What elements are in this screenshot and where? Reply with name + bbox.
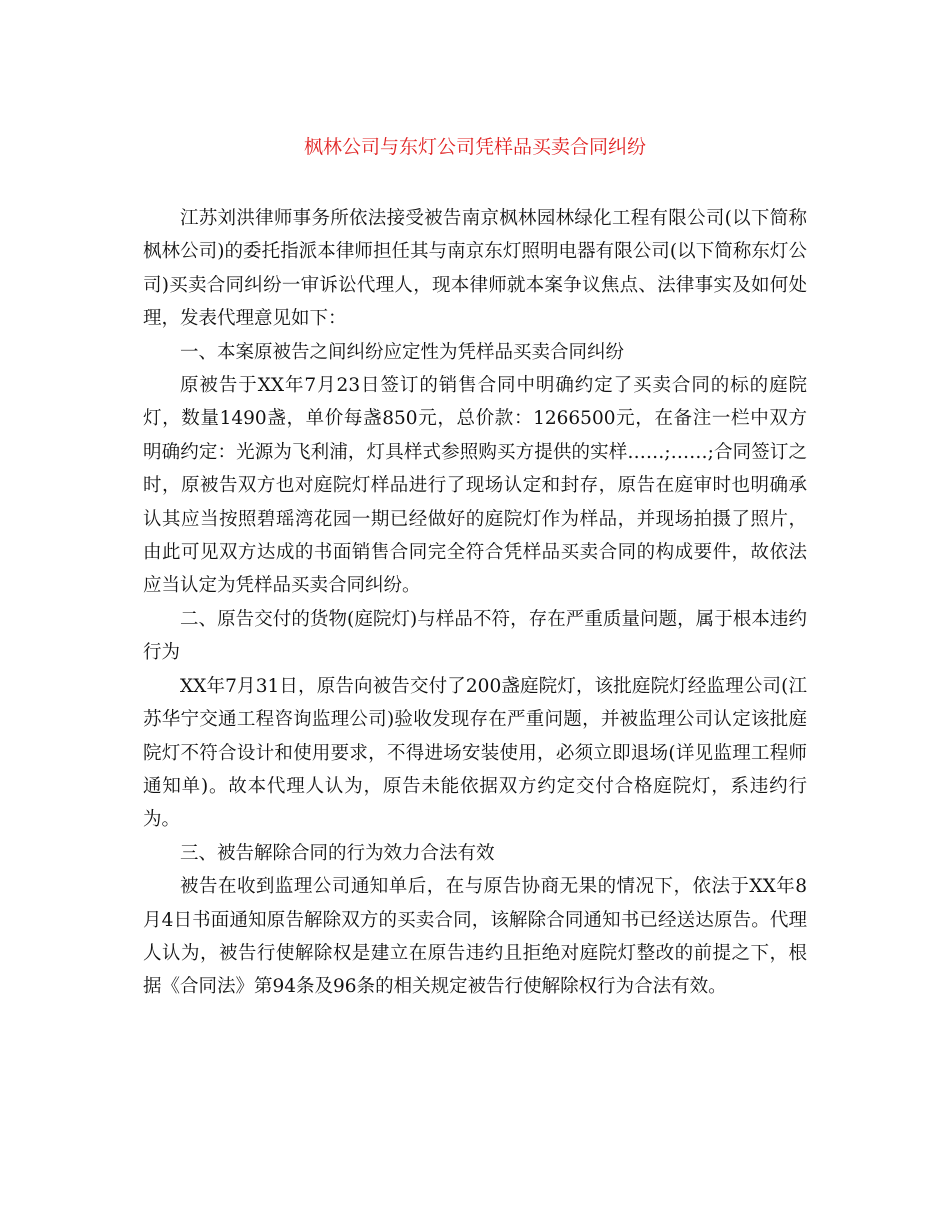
paragraph-section-2: XX年7月31日，原告向被告交付了200盏庭院灯，该批庭院灯经监理公司(江苏华宁交通工程咨询监理公司)验收发现存在严重问题，并被监理公司认定该批庭院灯不符合设计和使用要求，不得进场安装使用，必须立即退场(详见监理工程师通知单)。故本代理人认为，原告未能依据双方约定交付合格庭院灯，系违约行为。 xyxy=(143,675,807,831)
paragraph-intro: 江苏刘洪律师事务所依法接受被告南京枫林园林绿化工程有限公司(以下简称枫林公司)的委托指派本律师担任其与南京东灯照明电器有限公司(以下简称东灯公司)买卖合同纠纷一审诉讼代理人，现本律师就本案争议焦点、法律事实及如何处理，发表代理意见如下： xyxy=(143,208,807,330)
paragraph-section-3: 被告在收到监理公司通知单后，在与原告协商无果的情况下，依法于XX年8月4日书面通知原告解除双方的买卖合同，该解除合同通知书已经送达原告。代理人认为，被告行使解除权是建立在原告违约且拒绝对庭院灯整改的前提之下，根据《合同法》第94条及96条的相关规定被告行使解除权行为合法有效。 xyxy=(143,876,807,998)
document-title: 枫林公司与东灯公司凭样品买卖合同纠纷 xyxy=(303,136,646,158)
section-heading-3: 三、被告解除合同的行为效力合法有效 xyxy=(180,842,495,864)
document-body xyxy=(143,202,807,1004)
paragraph-section-1: 原被告于XX年7月23日签订的销售合同中明确约定了买卖合同的标的庭院灯，数量1490盏，单价每盏850元，总价款：1266500元，在备注一栏中双方明确约定：光源为飞利浦，灯具样式参照购买方提供的实样……;……;合同签订之时，原被告双方也对庭院灯样品进行了现场认定和封存，原告在庭审时也明确承认其应当按照碧瑶湾花园一期已经做好的庭院灯作为样品，并现场拍摄了照片，由此可见双方达成的书面销售合同完全符合凭样品买卖合同的构成要件，故依法应当认定为凭样品买卖合同纠纷。 xyxy=(143,375,807,597)
section-heading-1: 一、本案原被告之间纠纷应定性为凭样品买卖合同纠纷 xyxy=(180,341,625,363)
section-heading-2: 二、原告交付的货物(庭院灯)与样品不符，存在严重质量问题，属于根本违约行为 xyxy=(143,608,807,664)
